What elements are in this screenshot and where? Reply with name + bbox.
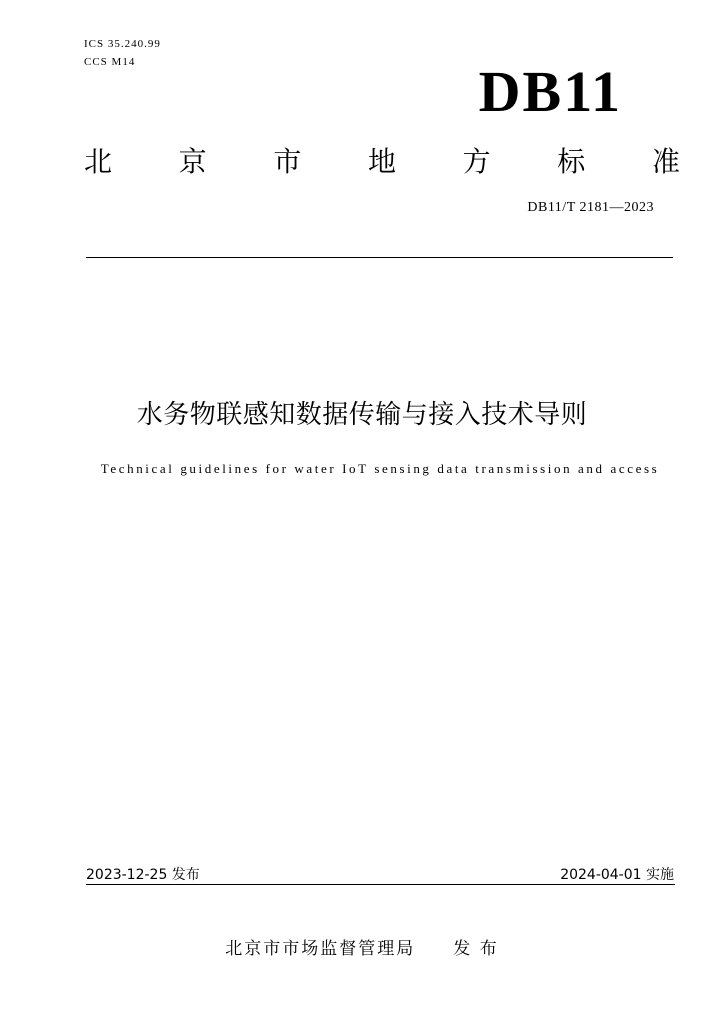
- standard-type-char: 市: [273, 145, 302, 178]
- standard-number: DB11/T 2181—2023: [527, 200, 654, 215]
- standard-type-char: 地: [367, 145, 396, 178]
- standard-type-char: 北: [84, 145, 113, 178]
- ccs-code: CCS M14: [84, 56, 136, 68]
- header-divider: [86, 257, 673, 258]
- issuing-authority: 北京市市场监督管理局 发 布: [225, 939, 499, 959]
- standard-type-heading: [84, 140, 680, 180]
- footer-divider: [86, 884, 675, 885]
- standard-type-char: 标: [557, 145, 586, 178]
- issue-date: 2023-12-25 发布: [86, 867, 200, 883]
- standard-type-char: 方: [462, 145, 491, 178]
- standard-type-char: 准: [651, 145, 680, 178]
- standard-brand-mark: DB11: [478, 59, 622, 124]
- implementation-date: 2024-04-01 实施: [560, 867, 674, 883]
- document-title-english: Technical guidelines for water IoT sensing data transmission and access: [100, 461, 660, 476]
- ics-code: ICS 35.240.99: [84, 38, 161, 50]
- document-title-chinese: 水务物联感知数据传输与接入技术导则: [136, 400, 588, 430]
- standard-type-char: 京: [178, 145, 207, 178]
